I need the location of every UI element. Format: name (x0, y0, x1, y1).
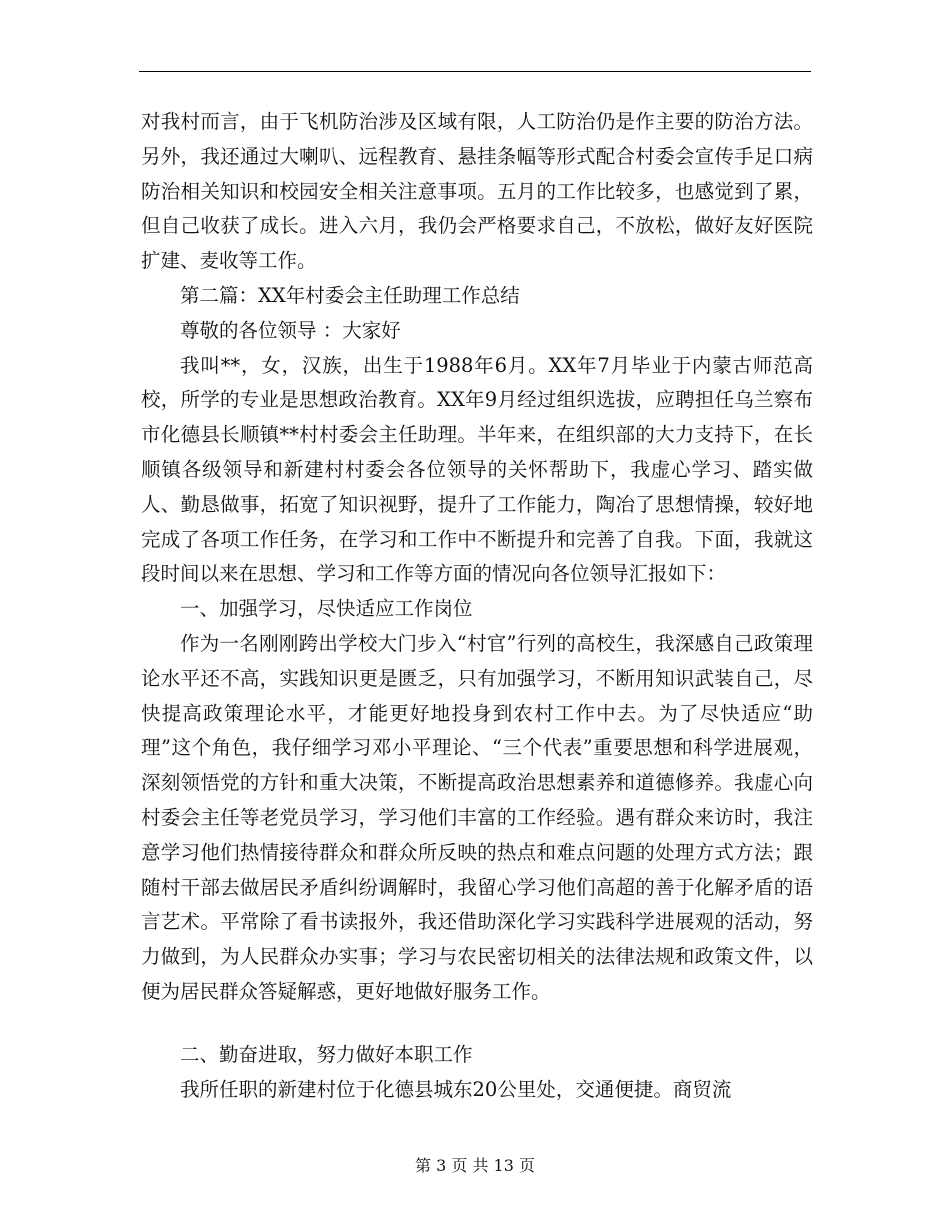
header-rule (139, 71, 811, 72)
paragraph-section-1: 作为一名刚刚跨出学校大门步入“村官”行列的高校生，我深感自己政策理论水平还不高，实践知识更是匮乏，只有加强学习，不断用知识武装自己，尽快提高政策理论水平，才能更好地投身到农村工作中去。为了尽快适应“助理”这个角色，我仔细学习邓小平理论、“三个代表”重要思想和科学进展观，深刻领悟党的方针和重大决策，不断提高政治思想素养和道德修养。我虚心向村委会主任等老党员学习，学习他们丰富的工作经验。遇有群众来访时，我注意学习他们热情接待群众和群众所反映的热点和难点问题的处理方式方法；跟随村干部去做居民矛盾纠纷调解时，我留心学习他们高超的善于化解矛盾的语言艺术。平常除了看书读报外，我还借助深化学习实践科学进展观的活动，努力做到，为人民群众办实事；学习与农民密切相关的法律法规和政策文件，以便为居民群众答疑解惑，更好地做好服务工作。 (141, 631, 813, 1003)
heading-section-1: 一、加强学习，尽快适应工作岗位 (180, 597, 473, 621)
page-footer (0, 1153, 950, 1176)
footer-total-pages: 13 (493, 1156, 514, 1175)
heading-section-2: 二、勤奋进取，努力做好本职工作 (180, 1042, 473, 1066)
paragraph-intro: 我叫**，女，汉族，出生于1988年6月。XX年7月毕业于内蒙古师范高校，所学的专业是思想政治教育。XX年9月经过组织选拔，应聘担任乌兰察布市化德县长顺镇**村村委会主任助理。半年来，在组织部的大力支持下，在长顺镇各级领导和新建村村委会各位领导的关怀帮助下，我虚心学习、踏实做人、勤恳做事，拓宽了知识视野，提升了工作能力，陶冶了思想情操，较好地完成了各项工作任务，在学习和工作中不断提升和完善了自我。下面，我就这段时间以来在思想、学习和工作等方面的情况向各位领导汇报如下： (141, 353, 813, 586)
paragraph-1: 对我村而言，由于飞机防治涉及区域有限，人工防治仍是作主要的防治方法。另外，我还通过大喇叭、远程教育、悬挂条幅等形式配合村委会宣传手足口病防治相关知识和校园安全相关注意事项。五月的工作比较多，也感觉到了累，但自己收获了成长。进入六月，我仍会严格要求自己，不放松，做好友好医院扩建、麦收等工作。 (141, 110, 813, 273)
footer-middle: 页 共 (451, 1156, 489, 1175)
footer-page-number: 3 (436, 1156, 447, 1175)
section-title-second-article: 第二篇：XX年村委会主任助理工作总结 (180, 283, 520, 307)
document-body (141, 105, 813, 1107)
paragraph-section-2: 我所任职的新建村位于化德县城东20公里处，交通便捷。商贸流 (180, 1077, 732, 1101)
footer-suffix: 页 (519, 1156, 536, 1175)
salutation: 尊敬的各位领导 ：大家好 (180, 318, 401, 342)
footer-prefix: 第 (414, 1156, 431, 1175)
